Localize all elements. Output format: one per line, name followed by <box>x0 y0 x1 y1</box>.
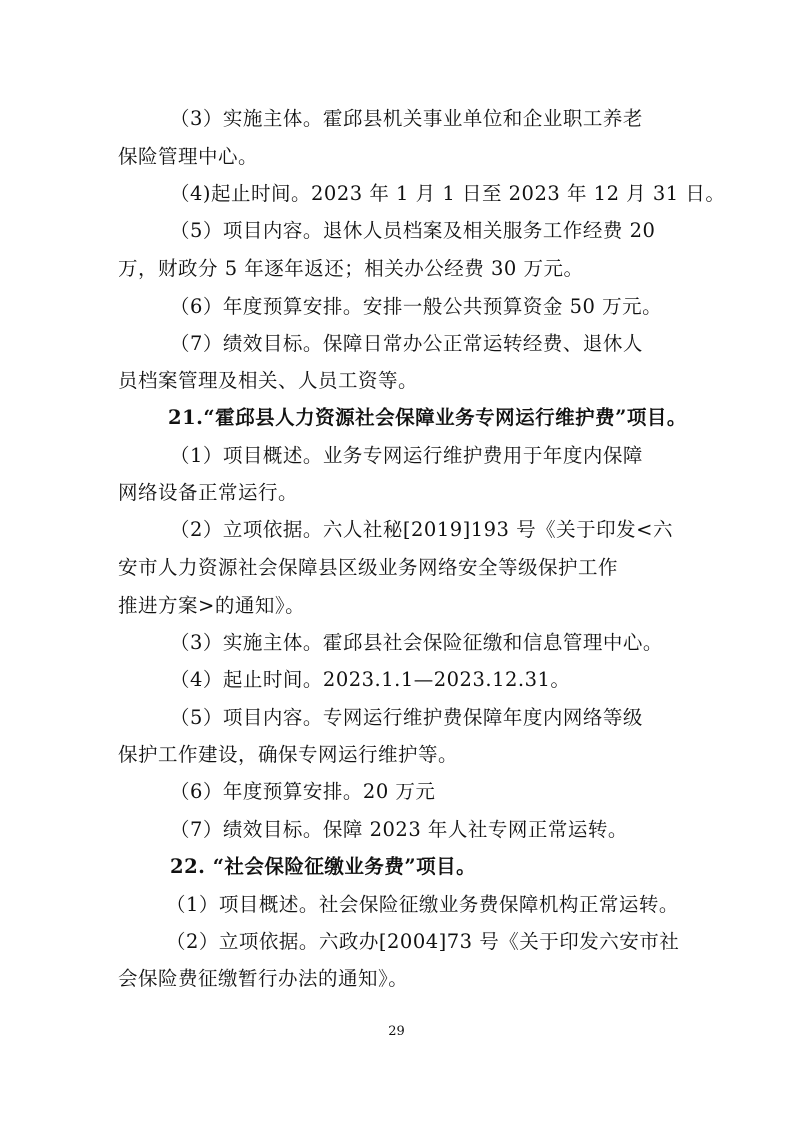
paragraph-line: （4）起止时间。2023.1.1—2023.12.31。 <box>170 668 571 691</box>
paragraph-line: （3）实施主体。霍邱县机关事业单位和企业职工养老 <box>170 107 643 130</box>
paragraph-line: （5）项目内容。退休人员档案及相关服务工作经费 20 <box>170 219 656 242</box>
section-heading-21: 21.“霍邱县人力资源社会保障业务专网运行维护费”项目。 <box>168 406 687 429</box>
page-number: 29 <box>388 1024 405 1039</box>
paragraph-line: 安市人力资源社会保障县区级业务网络安全等级保护工作 <box>118 556 619 579</box>
paragraph-line: （4)起止时间。2023 年 1 月 1 日至 2023 年 12 月 31 日。 <box>170 182 726 205</box>
paragraph-line: （7）绩效目标。保障 2023 年人社专网正常运转。 <box>170 818 628 841</box>
paragraph-line: （1）项目概述。业务专网运行维护费用于年度内保障 <box>170 444 643 467</box>
paragraph-line: 员档案管理及相关、人员工资等。 <box>118 369 419 392</box>
paragraph-line: （5）项目内容。专网运行维护费保障年度内网络等级 <box>170 706 643 729</box>
paragraph-line: 保险管理中心。 <box>118 145 259 168</box>
paragraph-line: 网络设备正常运行。 <box>118 481 299 504</box>
paragraph-line: （2）立项依据。六人社秘[2019]193 号《关于印发<六 <box>170 518 674 541</box>
paragraph-line: 会保险费征缴暂行办法的通知》。 <box>118 967 409 990</box>
paragraph-line: （6）年度预算安排。安排一般公共预算资金 50 万元。 <box>170 295 663 318</box>
paragraph-line: （6）年度预算安排。20 万元 <box>170 780 436 803</box>
paragraph-line: 推进方案>的通知》。 <box>118 594 306 617</box>
paragraph-line: 万，财政分 5 年逐年返还；相关办公经费 30 万元。 <box>118 257 584 280</box>
section-heading-22: 22. “社会保险征缴业务费”项目。 <box>170 855 477 878</box>
paragraph-line: （7）绩效目标。保障日常办公正常运转经费、退休人 <box>170 332 643 355</box>
paragraph-line: （1）项目概述。社会保险征缴业务费保障机构正常运转。 <box>166 893 679 916</box>
paragraph-line: （3）实施主体。霍邱县社会保险征缴和信息管理中心。 <box>170 631 663 654</box>
paragraph-line: 保护工作建设，确保专网运行维护等。 <box>118 743 459 766</box>
paragraph-line: （2）立项依据。六政办[2004]73 号《关于印发六安市社 <box>166 930 680 953</box>
